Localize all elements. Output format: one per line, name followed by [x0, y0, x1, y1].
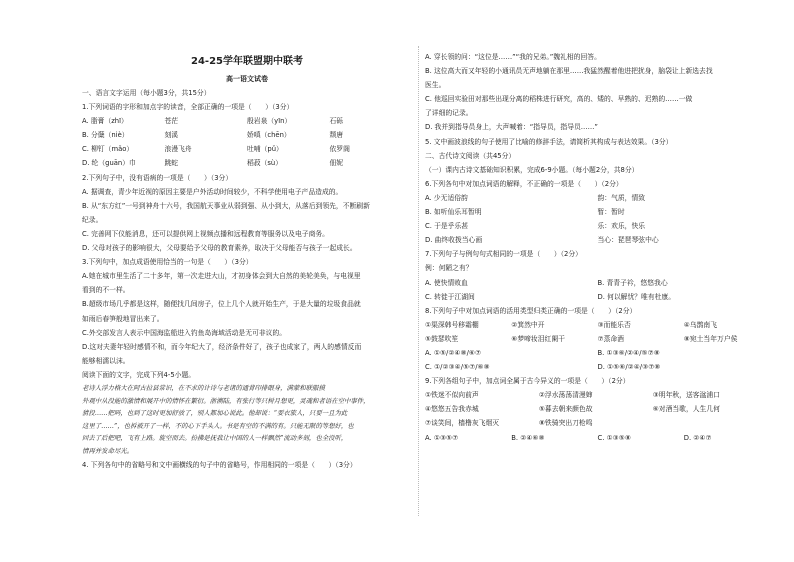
q1-option-a: A. 脂膏（zhī）: [82, 117, 128, 126]
q8-item: ⑧宛土当年万户侯: [683, 334, 738, 343]
q1-option-row: [82, 156, 412, 170]
left-column: [82, 50, 412, 472]
q8-option-a: A. ①⑤/②④⑧/⑥⑦: [425, 348, 482, 357]
q7-option-d: D. 何以解忧？唯有杜康。: [597, 292, 676, 301]
q7-option-b: B. 青青子衿，悠悠我心: [597, 278, 668, 287]
q9-option-c: C. ①③⑤⑧: [597, 433, 631, 442]
question-7: 7.下列句子与例句句式相同的一项是（ ）（2分）: [425, 250, 582, 259]
q4-option-line: B. 这位高大而又年轻的小通讯员无声地躺在那里……我猛然醒着他进把扰身，脑袋让上新选去找: [425, 67, 713, 76]
exam-subtitle: 高一语文试卷: [226, 75, 268, 83]
q3-option-line: 看到的不一样。: [82, 286, 130, 295]
q1-option-row: [82, 142, 412, 156]
q8-option-row: [425, 360, 770, 374]
question-1: 1.下列词语的字形和加点字的读音，全部正确的一项是（ ）（3分）: [82, 103, 294, 112]
q8-option-c: C. ①/②③④/⑤⑦/⑥⑧: [425, 363, 490, 372]
q8-option-d: D. ①⑤⑥/②④/③⑦⑧: [597, 363, 661, 372]
question-6: 6.下列各句中对加点词语的解释，不正确的一项是（ ）（2分）: [425, 179, 623, 188]
q1-option-b: 刻溪: [164, 131, 179, 140]
reading-passage-line: 外观中从没能的激情和展开中的情怀在繁衍。浙溯陆，有张行等只树月想更，灵魂和者语在空中事件，: [82, 396, 370, 405]
question-9: 9.下列各组句子中，加点词全属于古今异义的一项是（ ）（2分）: [425, 377, 630, 386]
q4-option-line: D. 我并到指导员身上，大声喊着：“指导员，指导员……”: [425, 123, 598, 132]
q9-item: [653, 416, 767, 430]
q8-item: ②箕然中开: [511, 320, 545, 329]
q9-item-row: [425, 402, 770, 416]
q1-option-a: 殷岩泉（yīn）: [247, 117, 292, 126]
q9-item: ⑥对酒当歌，人生几何: [652, 405, 720, 414]
q3-option-line: 如雨后春笋般地冒出来了。: [82, 314, 164, 323]
q6-option-row: [425, 191, 770, 205]
q9-item: ⑦谈笑间，樯橹灰飞烟灭: [425, 419, 500, 428]
q1-option-c: 依罗阁: [329, 145, 350, 154]
q8-item: ⑥梦啼妆泪红阑干: [511, 334, 565, 343]
q3-option-line: 能够相濡以沫。: [82, 356, 130, 365]
q1-option-row: [82, 128, 412, 142]
q7-option-row: [425, 276, 770, 290]
q6-option-d-text: D. 曲终收拨当心画: [425, 236, 483, 245]
q1-option-d: 跳蛇: [164, 159, 179, 168]
q2-option-line: A. 据调查，青少年近视的原因主要是户外活动时间较少，不科学使用电子产品造成的。: [82, 187, 343, 196]
q2-option-line: B. 从“东方红”一号到神舟十六号，我国航天事业从弱到强、从小到大，从落后到领先，不断刷新: [82, 201, 370, 210]
q2-option-line: D. 父母对孩子的影响很大，父母要给予父母的教育素养，取决于父母能否与孩子一起成长。: [82, 244, 357, 253]
q6-option-c-text: C. 于是乎乐甚: [425, 222, 469, 231]
q1-option-b: 娇嗔（chēn）: [247, 131, 291, 140]
q9-item: ⑧铁骑突出刀枪鸣: [538, 419, 593, 428]
q8-item: ④乌鹊南飞: [683, 320, 718, 329]
section-heading: 一、语言文字运用（每小题3分，共15分）: [82, 89, 211, 97]
reading-passage-line: 情再并发命尽光。: [82, 446, 134, 455]
q1-option-a: 苍茫: [164, 117, 179, 126]
q7-example: 例：何陋之有？: [425, 264, 473, 273]
right-column: [425, 50, 770, 445]
q7-option-row: [425, 290, 770, 304]
question-4: 4. 下列各句中的省略号和文中画横线的句子中的省略号，作用相同的一项是（ ）（3分）: [82, 460, 357, 469]
reading-passage-line: 老诗人浮力格大在阿古拉县常识，在不求的计诗与老诸的通背印排眼身，满蒙和联服摸: [82, 383, 325, 392]
column-divider: [418, 46, 419, 516]
q9-option-a: A. ①③⑤⑦: [425, 433, 459, 442]
q1-option-b: 颓唐: [329, 131, 344, 140]
q3-option-line: C.外交部发言人表示中国海监船进入钓鱼岛海域活动是无可非议的。: [82, 328, 287, 337]
q9-item: ②浮水荡荡清漫婶: [538, 391, 593, 400]
q9-item: ⑤暮去朝来颜色故: [538, 405, 593, 414]
q3-option-line: A.她在城市里生活了二十多年，第一次走进大山，才初身体会到大自然的美轮美奂，与电视里: [82, 272, 361, 281]
q8-item: ⑤鼓瑟吹笙: [425, 334, 459, 343]
section-heading: 二、古代诗文阅读（共45分）: [425, 151, 516, 160]
question-3: 3.下列句中，加点成语使用恰当的一句是（ ）（3分）: [82, 258, 253, 267]
q6-option-a-gloss: 韵：气质，情致: [597, 193, 646, 202]
q8-option-row: [425, 346, 770, 360]
q3-option-line: D.这对夫妻年轻时感情不和，而今年纪大了，经济条件好了，孩子也成家了，两人的感情反而: [82, 342, 362, 351]
q8-item: ①渠深韩号移霜棚: [425, 320, 479, 329]
q9-item-row: [425, 416, 770, 430]
q3-option-line: B.超级市场几乎都是这样，随便找几间房子，位上几个人就开始生产，于是大量的垃圾食品就: [82, 300, 361, 309]
q6-option-row: [425, 205, 770, 219]
q8-item-row: [425, 332, 770, 346]
q9-item-row: [425, 388, 770, 402]
q8-item: ③而能乐否: [597, 320, 631, 329]
question-5: 5. 文中画波浪线的句子使用了比喻的修辞手法，请简析其构成与表达效果。（3分）: [425, 137, 673, 146]
q2-option-line: C. 完善网下仪能消息，还可以提供网上视频点播和远程教育等服务以及电子商务。: [82, 229, 329, 238]
q9-item: ①铁迷不似向前声: [425, 391, 479, 400]
q6-option-row: [425, 219, 770, 233]
q6-option-b-text: B. 如听仙乐耳暂明: [425, 208, 482, 217]
q7-option-a: A. 使快情败血: [425, 278, 468, 287]
q9-option-row: [425, 431, 770, 445]
q4-option-line: 医生。: [425, 81, 446, 90]
q1-option-d: D. 纶（guān）巾: [82, 159, 136, 168]
q1-option-c: C. 柳钉（mǎo）: [82, 145, 134, 154]
q6-option-c-gloss: 乐：欢乐，快乐: [597, 222, 646, 231]
q4-option-line: A. 穿长领的问：“这位是……”“我的兄弟。”魏礼相的回答。: [425, 53, 601, 61]
q1-option-c: 浪漫飞舟: [164, 145, 192, 154]
subsection-heading: （一）课内古诗文基础知识积累，完成6-9小题。（每小题2分，共8分）: [425, 165, 639, 174]
q1-option-d: 稻菽（sù）: [247, 159, 283, 168]
q6-option-d-gloss: 当心：琵琶琴弦中心: [597, 236, 659, 245]
q1-option-row: [82, 114, 412, 128]
q9-item: ④悠悠五告我赤城: [425, 405, 479, 414]
reading-intro: 阅读下面的文字，完成下列4-5小题。: [82, 370, 196, 379]
q6-option-a-text: A. 少无适俗韵: [425, 193, 468, 202]
question-8: 8.下列句子中对加点词语的活用类型归类正确的一项是（ ）（2分）: [425, 306, 637, 315]
exam-title: 24-25学年联盟期中联考: [191, 56, 303, 67]
q8-option-b: B. ①③⑥/②④/⑤⑦⑧: [597, 348, 660, 357]
q9-option-b: B. ②④⑥⑧: [511, 433, 545, 442]
question-2: 2.下列句子中，没有语病的一项是（ ）（3分）: [82, 173, 233, 182]
q4-option-line: 了详细的记录。: [425, 109, 473, 118]
q2-option-line: 纪录。: [82, 215, 103, 224]
q9-option-d: D. ②④⑦: [683, 433, 712, 442]
q8-item: ⑦蒸命酒: [597, 334, 624, 343]
q1-option-d: 佃妮: [329, 159, 344, 168]
q1-option-a: 石砾: [329, 117, 344, 126]
q6-option-row: [425, 233, 770, 247]
reading-passage-line: 猜投……把吗，也到了这时更加舒放了，别人都加心说此。他却说：“要衣旅人，只要一且为此: [82, 409, 348, 418]
reading-passage-line: 这里了……”，也拆被开了一样，不的心下手头人。书是有空的不满的有。只能无限的等想好，也: [82, 421, 354, 430]
q6-option-b-gloss: 暂：暂时: [597, 208, 625, 217]
q9-item: ③明年秋，送客湓浦口: [652, 391, 720, 400]
q4-option-line: C. 他巡回实验田对那些出现分离的稻株进行研究，高的、矮的、早熟的、迟熟的……一做: [425, 95, 693, 104]
q1-option-c: 吐哺（pǔ）: [247, 145, 283, 154]
q1-option-b: B. 分蘖（niè）: [82, 131, 129, 140]
q8-item-row: [425, 318, 770, 332]
q7-option-c: C. 转徙于江湖间: [425, 292, 475, 301]
reading-passage-line: 回去了后把吧，飞有上路。旋空而去。扮拂是抚我让中国的人一样飘然”流动多刻，也全没听，: [82, 434, 348, 443]
